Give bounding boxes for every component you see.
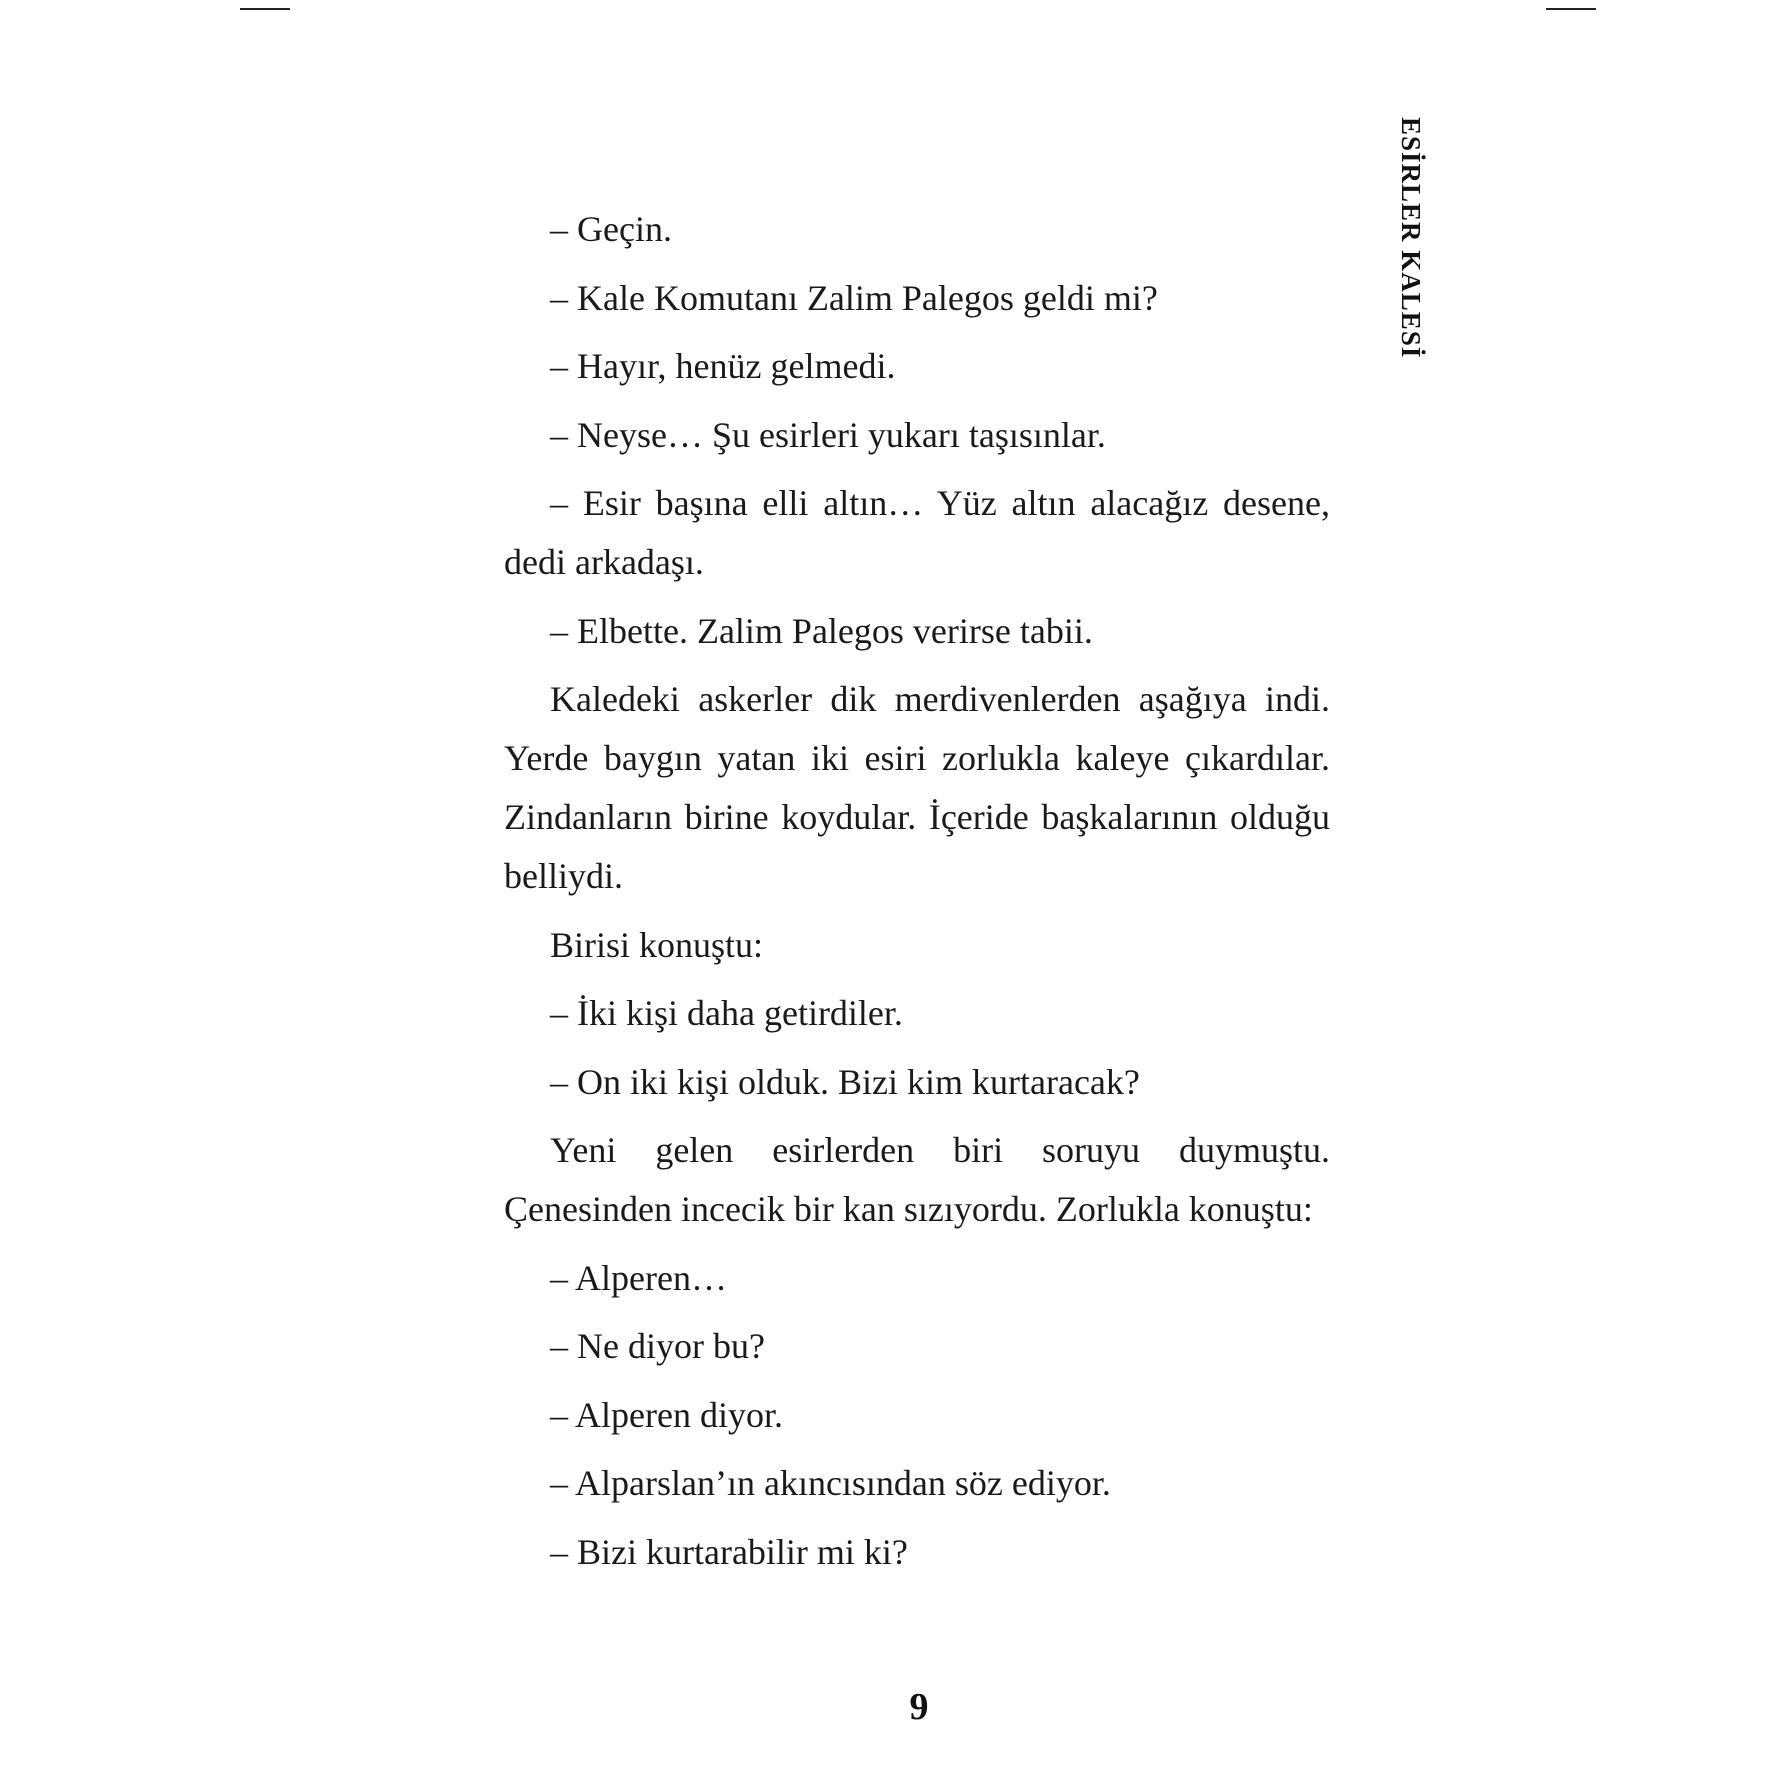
paragraph: Yeni gelen esirlerden biri soruyu duymuştu. Çenesinden incecik bir kan sızıyordu. Zorlukla konuştu:: [504, 1130, 1330, 1229]
paragraph: – Hayır, henüz gelmedi.: [550, 346, 896, 386]
paragraph: – Alperen…: [550, 1257, 727, 1298]
crop-mark-right: [1546, 8, 1596, 10]
paragraph: – Kale Komutanı Zalim Palegos geldi mi?: [550, 277, 1158, 318]
paragraph: – Neyse… Şu esirleri yukarı taşısınlar.: [550, 414, 1106, 455]
paragraph: – Geçin.: [550, 209, 672, 249]
page-number: 9: [909, 1686, 929, 1728]
running-head: ESİRLER KALESİ: [1396, 117, 1426, 359]
paragraph: Kaledeki askerler dik merdivenlerden aşağıya indi. Yerde baygın yatan iki esiri zorlukla kaleye çıkardılar. Zindanların birine koydular. İçeride başkalarının olduğu belliydi.: [504, 679, 1330, 896]
paragraph: – Alperen diyor.: [550, 1394, 783, 1435]
paragraph: – Ne diyor bu?: [550, 1326, 765, 1366]
body-text: [504, 200, 1330, 1591]
paragraph: Birisi konuştu:: [550, 924, 764, 965]
paragraph: – On iki kişi olduk. Bizi kim kurtaracak?: [550, 1061, 1140, 1102]
paragraph: – Elbette. Zalim Palegos verirse tabii.: [550, 610, 1093, 651]
paragraph: – Bizi kurtarabilir mi ki?: [550, 1531, 908, 1572]
paragraph: – Esir başına elli altın… Yüz altın alacağız desene, dedi arkadaşı.: [504, 483, 1330, 582]
paragraph: – Alparslan’ın akıncısından söz ediyor.: [550, 1463, 1111, 1503]
crop-mark-left: [240, 8, 290, 10]
paragraph: – İki kişi daha getirdiler.: [550, 993, 903, 1033]
